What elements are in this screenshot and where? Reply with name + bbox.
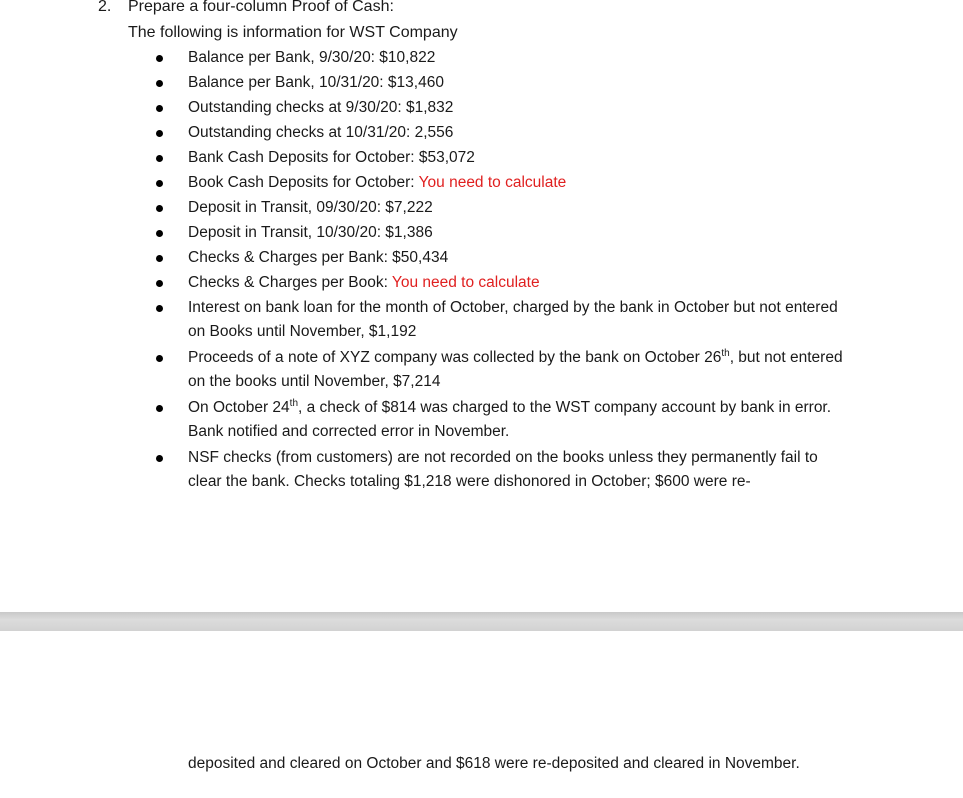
- list-item: Balance per Bank, 9/30/20: $10,822: [0, 46, 963, 70]
- list-item: Checks & Charges per Book: You need to calculate: [0, 271, 963, 295]
- document-page-2: [0, 631, 963, 798]
- list-item: Bank Cash Deposits for October: $53,072: [0, 146, 963, 170]
- bullet-icon: [156, 455, 163, 462]
- list-item: On October 24th, a check of $814 was charged to the WST company account by bank in error. Bank notified and corrected error in November.: [0, 396, 963, 444]
- bullet-icon: [156, 130, 163, 137]
- list-item: Deposit in Transit, 10/30/20: $1,386: [0, 221, 963, 245]
- list-item: Proceeds of a note of XYZ company was collected by the bank on October 26th, but not entered on the books until November, $7,214: [0, 346, 963, 394]
- bullet-icon: [156, 55, 163, 62]
- bullet-icon: [156, 355, 163, 362]
- list-item: Outstanding checks at 10/31/20: 2,556: [0, 121, 963, 145]
- bullet-icon: [156, 80, 163, 87]
- bullet-icon: [156, 405, 163, 412]
- list-item: Balance per Bank, 10/31/20: $13,460: [0, 71, 963, 95]
- question-intro: The following is information for WST Company: [128, 24, 458, 41]
- bullet-icon: [156, 305, 163, 312]
- question-heading: [98, 0, 394, 18]
- question-number: 2.: [98, 0, 112, 15]
- list-item: Book Cash Deposits for October: You need to calculate: [0, 171, 963, 195]
- list-item: Deposit in Transit, 09/30/20: $7,222: [0, 196, 963, 220]
- page-break: [0, 612, 963, 631]
- bullet-icon: [156, 105, 163, 112]
- list-item: Outstanding checks at 9/30/20: $1,832: [0, 96, 963, 120]
- calculate-note: You need to calculate: [391, 274, 540, 291]
- fact-list: [0, 46, 963, 496]
- bullet-icon: [156, 255, 163, 262]
- bullet-icon: [156, 280, 163, 287]
- bullet-icon: [156, 180, 163, 187]
- bullet-icon: [156, 205, 163, 212]
- continuation-text: deposited and cleared on October and $618 were re-deposited and cleared in November.: [188, 755, 800, 772]
- list-item: Interest on bank loan for the month of October, charged by the bank in October but not entered on Books until November, $1,192: [0, 296, 963, 344]
- bullet-icon: [156, 155, 163, 162]
- list-item: NSF checks (from customers) are not recorded on the books unless they permanently fail to clear the bank. Checks totaling $1,218 were dishonored in October; $600 were re-: [0, 446, 963, 494]
- question-title: Prepare a four-column Proof of Cash:: [128, 0, 394, 15]
- calculate-note: You need to calculate: [418, 174, 567, 191]
- bullet-icon: [156, 230, 163, 237]
- list-item: Checks & Charges per Bank: $50,434: [0, 246, 963, 270]
